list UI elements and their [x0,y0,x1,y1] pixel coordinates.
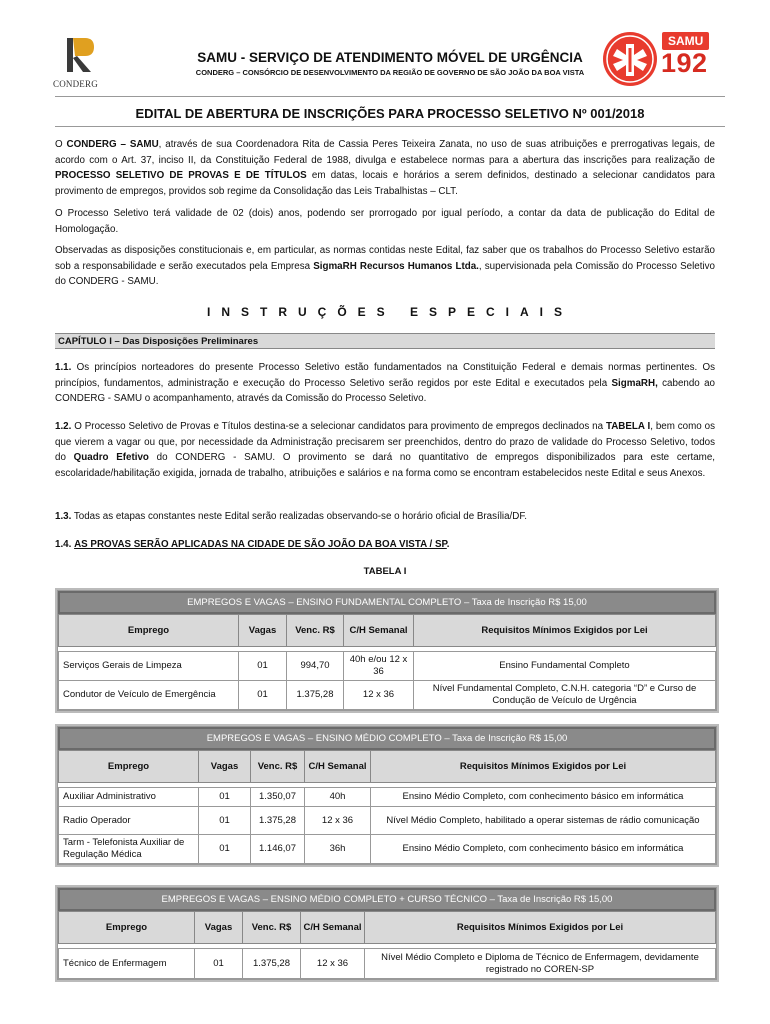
item-1-2: 1.2. O Processo Seletivo de Provas e Títulos destina-se a selecionar candidatos para provimento de empregos declinados na TABELA I, bem como os que vierem a vagar ou que, por necessidade da Administração precisarem ser preenchidos, dentro do prazo de validade do Processo Seletivo, todos do Quadro Efetivo do CONDERG - SAMU. O provimento se dará no quantitativo de empregos disponibilizados para este certame, escolaridade/habilitação exigida, jornada de trabalho, atribuições e salários e na forma como se encontram estabelecidos neste Edital e seus Anexos. [55,421,715,479]
table-row: Tarm - Telefonista Auxiliar de Regulação Médica 01 1.146,07 36h Ensino Médio Completo, com conhecimento básico em informática [59,835,716,864]
col-emprego: Emprego [59,912,195,944]
table-row: Serviços Gerais de Limpeza 01 994,70 40h e/ou 12 x 36 Ensino Fundamental Completo [59,652,716,681]
col-vagas: Vagas [199,751,251,783]
col-ch: C/H Semanal [301,912,365,944]
samu-number: 192 [661,48,708,78]
table-fundamental [57,590,717,711]
col-requisitos: Requisitos Mínimos Exigidos por Lei [371,751,716,783]
table-tecnico [57,887,717,980]
intro-paragraph-1: O CONDERG – SAMU, através de sua Coordenadora Rita de Cassia Peres Teixeira Zanata, no uso de suas atribuições e prerrogativas legais, de acordo com o Art. 37, inciso II, da Constituição Federal de 1988, divulga e estabelece normas para a abertura das inscrições para realização de PROCESSO SELETIVO DE PROVAS E DE TÍTULOS em datas, locais e horários a serem definidos, destinado a selecionar candidatos para provimento de empregos, providos sob regime da Consolidação das Leis Trabalhistas – CLT. [55,139,715,197]
table-band: EMPREGOS E VAGAS – ENSINO FUNDAMENTAL COMPLETO – Taxa de Inscrição R$ 15,00 [58,591,716,614]
item-1-1: 1.1. Os princípios norteadores do presente Processo Seletivo estão fundamentados na Constituição Federal e demais normas pertinentes. Os princípios, fundamentos, administração e execução do Processo Seletivo serão regidos por este Edital e executados pela SigmaRH, cabendo ao CONDERG - SAMU o acompanhamento, através da Comissão do Processo Seletivo. [55,362,715,404]
table-row: Condutor de Veículo de Emergência 01 1.375,28 12 x 36 Nível Fundamental Completo, C.N.H. categoria “D” e Curso de Condução de Veículo de Urgência [59,681,716,710]
col-ch: C/H Semanal [344,615,414,647]
header-title: SAMU - SERVIÇO DE ATENDIMENTO MÓVEL DE URGÊNCIA [197,50,583,65]
intro-paragraph-2: O Processo Seletivo terá validade de 02 (dois) anos, podendo ser prorrogado por igual período, a contar da data de publicação do Edital de Homologação. [55,208,715,235]
table-band: EMPREGOS E VAGAS – ENSINO MÉDIO COMPLETO – Taxa de Inscrição R$ 15,00 [58,727,716,750]
title-divider [55,126,725,127]
table-header-row [59,751,716,783]
edital-title: EDITAL DE ABERTURA DE INSCRIÇÕES PARA PROCESSO SELETIVO Nº 001/2018 [135,106,645,121]
table-header-row [59,615,716,647]
col-requisitos: Requisitos Mínimos Exigidos por Lei [414,615,716,647]
table-row: Técnico de Enfermagem 01 1.375,28 12 x 36 Nível Médio Completo e Diploma de Técnico de Enfermagem, devidamente registrado no COREN-SP [59,949,716,979]
table-label: TABELA I [363,566,407,577]
col-requisitos: Requisitos Mínimos Exigidos por Lei [365,912,716,944]
col-venc: Venc. R$ [243,912,301,944]
table-row: Radio Operador 01 1.375,28 12 x 36 Nível Médio Completo, habilitado a operar sistemas de rádio comunicação [59,807,716,835]
samu-logo [603,30,715,90]
table-row: Auxiliar Administrativo 01 1.350,07 40h Ensino Médio Completo, com conhecimento básico em informática [59,788,716,807]
col-emprego: Emprego [59,615,239,647]
table-band: EMPREGOS E VAGAS – ENSINO MÉDIO COMPLETO + CURSO TÉCNICO – Taxa de Inscrição R$ 15,00 [58,888,716,911]
table-medio [57,726,717,865]
col-emprego: Emprego [59,751,199,783]
item-1-3: 1.3. Todas as etapas constantes neste Edital serão realizadas observando-se o horário oficial de Brasília/DF. [55,511,527,522]
conderg-caption: CONDERG [53,79,98,89]
col-venc: Venc. R$ [287,615,344,647]
table-header-row [59,912,716,944]
instructions-heading: INSTRUÇÕES ESPECIAIS [206,305,574,319]
header-divider [55,96,725,97]
chapter-heading: CAPÍTULO I – Das Disposições Preliminares [55,333,715,349]
header-subtitle: CONDERG – CONSÓRCIO DE DESENVOLVIMENTO DA REGIÃO DE GOVERNO DE SÃO JOÃO DA BOA VISTA [195,68,585,77]
col-vagas: Vagas [239,615,287,647]
col-ch: C/H Semanal [305,751,371,783]
col-venc: Venc. R$ [251,751,305,783]
col-vagas: Vagas [195,912,243,944]
document-header [55,30,725,92]
item-1-4: 1.4. AS PROVAS SERÃO APLICADAS NA CIDADE DE SÃO JOÃO DA BOA VISTA / SP. [55,539,450,550]
intro-paragraph-3: Observadas as disposições constitucionais e, em particular, as normas contidas neste Edital, faz saber que os trabalhos do Processo Seletivo estarão sob a responsabilidade e serão executados pela Empresa SigmaRH Recursos Humanos Ltda., supervisionada pela Comissão do Processo Seletivo do CONDERG - SAMU. [55,245,715,287]
samu-emblem-icon [603,32,657,86]
samu-word: SAMU [662,32,709,50]
